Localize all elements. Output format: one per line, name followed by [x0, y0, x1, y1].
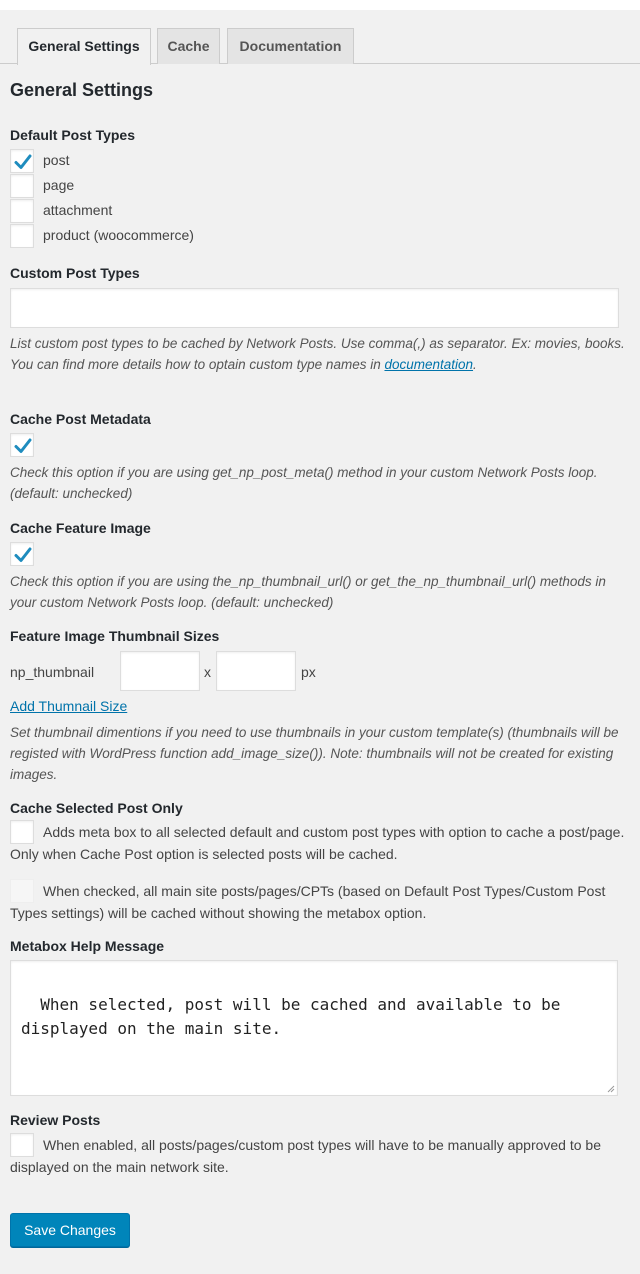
metabox-help-textarea[interactable]	[10, 960, 618, 1096]
thumbnail-width-input[interactable]	[120, 651, 200, 691]
tab-bar	[0, 28, 640, 64]
cache-post-metadata-label: Cache Post Metadata	[10, 411, 151, 427]
thumbnail-sizes-description: Set thumbnail dimentions if you need to use thumbnails in your custom template(s) (thumbnails will be registed with WordPress function add_image_size()). Note: thumbnails will not be created for existing images.	[10, 725, 619, 782]
attachment-checkbox[interactable]	[10, 199, 34, 223]
dimension-separator: x	[204, 664, 211, 680]
save-changes-button[interactable]: Save Changes	[10, 1213, 130, 1247]
thumbnail-sizes-label: Feature Image Thumbnail Sizes	[10, 628, 220, 644]
post-checkbox[interactable]	[10, 149, 34, 173]
cache-selected-post-only-label: Cache Selected Post Only	[10, 800, 183, 816]
main-site-cache-text: When checked, all main site posts/pages/CPTs (based on Default Post Types/Custom Post Types settings) will be cached without showing the metabox option.	[10, 883, 606, 921]
post-checkbox-label: post	[43, 152, 70, 168]
custom-post-types-description: List custom post types to be cached by Network Posts. Use comma(,) as separator. Ex: movies, books. You can find more details how to optain custom type names in documentation.	[10, 336, 625, 372]
add-thumbnail-size-link[interactable]: Add Thumnail Size	[10, 698, 128, 714]
checkmark-icon	[12, 544, 34, 566]
checkmark-icon	[12, 435, 34, 457]
page-checkbox[interactable]	[10, 174, 34, 198]
cache-post-metadata-description: Check this option if you are using get_np_post_meta() method in your custom Network Posts loop. (default: unchecked)	[10, 465, 598, 501]
page-checkbox-label: page	[43, 177, 75, 193]
attachment-checkbox-label: attachment	[43, 202, 113, 218]
documentation-link[interactable]: documentation	[384, 357, 474, 372]
cache-feature-image-checkbox[interactable]	[10, 542, 34, 566]
checkmark-icon	[12, 151, 34, 173]
custom-post-types-input[interactable]	[10, 288, 619, 328]
thumbnail-height-input[interactable]	[216, 651, 296, 691]
thumbnail-name: np_thumbnail	[10, 664, 95, 680]
review-posts-text: When enabled, all posts/pages/custom post types will have to be manually approved to be displayed on the main network site.	[10, 1137, 601, 1175]
top-strip	[0, 0, 640, 10]
metabox-help-value: When selected, post will be cached and available to be displayed on the main site.	[21, 995, 571, 1038]
tab-cache[interactable]: Cache	[157, 28, 220, 64]
cache-post-metadata-checkbox[interactable]	[10, 433, 34, 457]
cache-selected-post-only-text: Adds meta box to all selected default and custom post types with option to cache a post/page. Only when Cache Post option is selected posts will be cached.	[10, 824, 625, 862]
product-checkbox[interactable]	[10, 224, 34, 248]
dimension-unit: px	[301, 664, 316, 680]
tab-general-settings[interactable]: General Settings	[17, 28, 151, 65]
review-posts-label: Review Posts	[10, 1112, 101, 1128]
cache-feature-image-description: Check this option if you are using the_np_thumbnail_url() or get_the_np_thumbnail_url() methods in your custom Network Posts loop. (default: unchecked)	[10, 574, 606, 610]
custom-post-types-label: Custom Post Types	[10, 265, 140, 281]
cache-feature-image-label: Cache Feature Image	[10, 520, 151, 536]
product-checkbox-label: product (woocommerce)	[43, 227, 194, 243]
default-post-types-label: Default Post Types	[10, 127, 135, 143]
page-title: General Settings	[10, 80, 154, 100]
tab-documentation[interactable]: Documentation	[227, 28, 354, 64]
resize-handle-icon[interactable]	[607, 1085, 615, 1093]
metabox-help-label: Metabox Help Message	[10, 938, 165, 954]
